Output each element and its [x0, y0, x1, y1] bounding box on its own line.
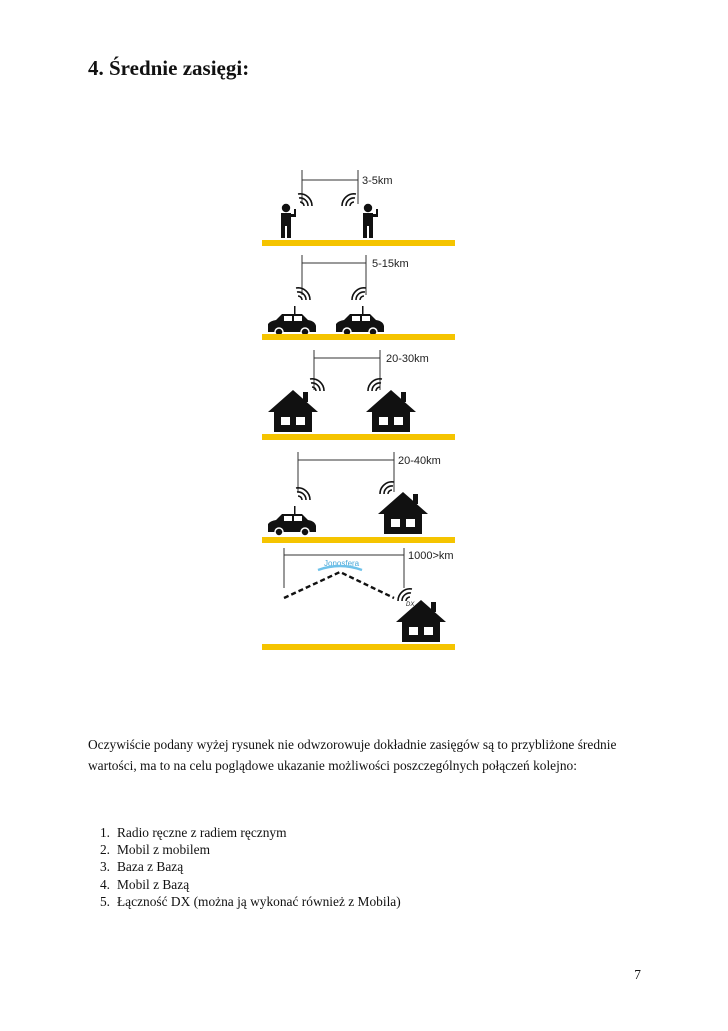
row-mobile-base: [262, 452, 455, 543]
ground-line: [262, 334, 455, 340]
dx-label: DX: [406, 602, 415, 608]
distance-label-3: 20-30km: [386, 353, 429, 365]
list-item: 4. Mobil z Bazą: [99, 876, 190, 892]
person-radio-icon: [281, 204, 296, 238]
distance-label-1: 3-5km: [362, 175, 393, 187]
list-item: 5. Łączność DX (można ją wykonać również z Mobila): [99, 893, 401, 909]
signal-waves-icon: [398, 589, 412, 601]
section-heading: 4. Średnie zasięgi:: [88, 56, 250, 80]
signal-waves-icon: [296, 288, 310, 300]
ground-line: [262, 434, 455, 440]
signal-waves-icon: [342, 194, 356, 206]
signal-waves-icon: [352, 288, 366, 300]
car-icon: [268, 506, 316, 536]
house-icon: [396, 600, 446, 642]
connection-list: [88, 824, 401, 910]
dx-path: [284, 572, 394, 598]
car-icon: [336, 306, 384, 336]
ionosphere-label: Jonosfera: [324, 559, 360, 568]
list-item: 3. Baza z Bazą: [99, 859, 184, 875]
list-item: 2. Mobil z mobilem: [99, 842, 210, 858]
row-dx: [262, 548, 455, 650]
distance-label-4: 20-40km: [398, 455, 441, 467]
row-handheld: [262, 170, 455, 246]
signal-waves-icon: [380, 482, 394, 494]
house-icon: [366, 390, 416, 432]
description-paragraph: Oczywiście podany wyżej rysunek nie odwzorowuje dokładnie zasięgów są to przybliżone średnie wartości, ma to na celu poglądowe ukazanie możliwości poszczególnych połączeń kolejno:: [88, 737, 617, 773]
list-item: 1. Radio ręczne z radiem ręcznym: [99, 825, 287, 840]
signal-waves-icon: [310, 379, 324, 391]
house-icon: [378, 492, 428, 534]
distance-label-2: 5-15km: [372, 258, 409, 270]
range-diagram: [262, 160, 462, 660]
row-base: [262, 350, 455, 440]
distance-label-5: 1000>km: [408, 550, 454, 562]
ground-line: [262, 644, 455, 650]
row-mobile: [262, 255, 455, 340]
person-radio-icon: [363, 204, 378, 238]
signal-waves-icon: [298, 194, 312, 206]
car-icon: [268, 306, 316, 336]
house-icon: [268, 390, 318, 432]
page-number: 7: [634, 967, 641, 982]
ground-line: [262, 537, 455, 543]
ground-line: [262, 240, 455, 246]
